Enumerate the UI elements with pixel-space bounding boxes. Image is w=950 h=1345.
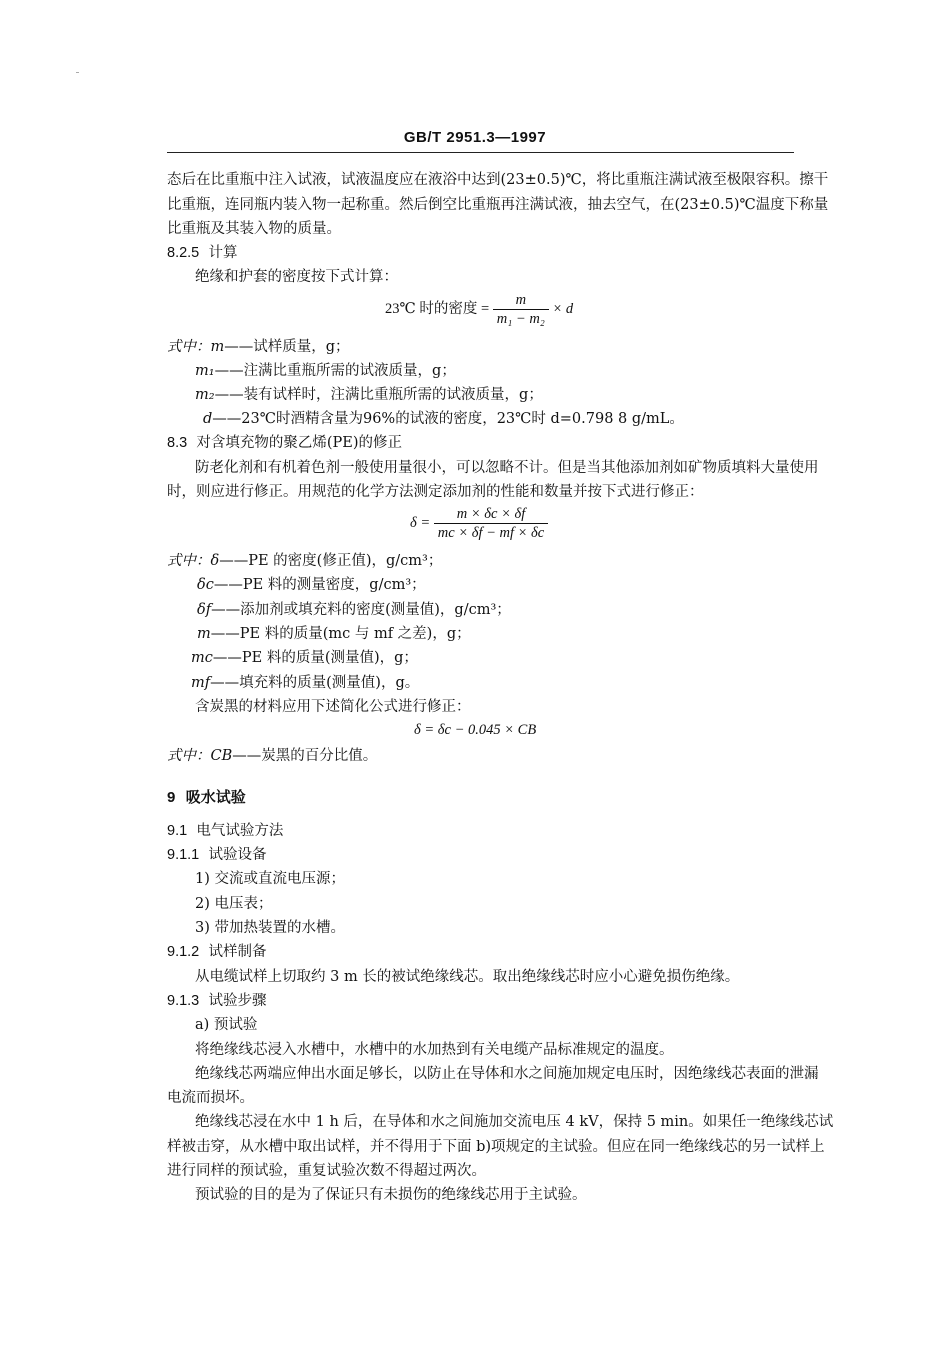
section-number: 9 <box>167 789 176 806</box>
fraction-denominator: m₁ − m₂ <box>496 311 545 327</box>
def-symbol: 式中：CB <box>167 748 233 764</box>
formula-intro: 绝缘和护套的密度按下式计算： <box>195 269 398 285</box>
intro-line-1: 态后在比重瓶中注入试液，试液温度应在液浴中达到(23±0.5)℃，将比重瓶注满试液至极限容积。擦干 <box>167 172 829 188</box>
def-symbol: δc <box>197 577 214 593</box>
def-text: ——PE 料的测量密度，g/cm³； <box>213 577 426 593</box>
equation-lhs: 23℃ 时的密度 = <box>385 300 490 317</box>
section-number: 9.1 <box>167 823 188 839</box>
equation-lhs: δ = <box>410 514 431 531</box>
def-text: ——注满比重瓶所需的试液质量，g； <box>214 363 456 379</box>
def-row <box>197 624 471 644</box>
section-title: 试样制备 <box>208 944 267 960</box>
def-symbol: δf <box>197 602 212 618</box>
section-title: 吸水试验 <box>185 788 246 806</box>
pretest-para-2-line-1: 绝缘线芯两端应伸出水面足够长，以防止在导体和水之间施加规定电压时，因绝缘线芯表面的泄漏 <box>195 1066 819 1082</box>
def-symbol: d <box>203 411 213 427</box>
section-9-1-2 <box>167 942 266 962</box>
equation-tail: × d <box>552 300 574 317</box>
section-9 <box>167 787 246 808</box>
section-9-1-3 <box>167 991 266 1011</box>
section-title: 电气试验方法 <box>196 823 284 839</box>
def-symbol: mf <box>191 675 211 691</box>
pretest-para-1: 将绝缘线芯浸入水槽中，水槽中的水加热到有关电缆产品标准规定的温度。 <box>195 1042 674 1058</box>
fraction-numerator: m <box>515 292 527 308</box>
sample-prep-text: 从电缆试样上切取约 3 m 长的被试绝缘线芯。取出绝缘线芯时应小心避免损伤绝缘。 <box>195 969 740 985</box>
section-number: 8.2.5 <box>167 245 200 261</box>
pretest-para-4: 预试验的目的是为了保证只有未损伤的绝缘线芯用于主试验。 <box>195 1187 587 1203</box>
def-row <box>191 648 418 668</box>
pretest-heading: a) 预试验 <box>195 1017 258 1033</box>
def-row <box>191 673 419 693</box>
section-title: 计算 <box>208 245 238 261</box>
section-title: 对含填充物的聚乙烯(PE)的修正 <box>196 435 403 451</box>
def-symbol: m₁ <box>195 363 215 379</box>
def-row <box>197 600 511 620</box>
equipment-item: 1) 交流或直流电压源； <box>195 871 345 887</box>
section-number: 9.1.3 <box>167 993 200 1009</box>
def-row <box>197 575 426 595</box>
equation-text: δ = δc − 0.045 × CB <box>414 722 537 738</box>
def-symbol: mc <box>191 650 213 666</box>
density-equation <box>385 291 573 328</box>
def-text: ——炭黑的百分比值。 <box>232 748 378 764</box>
s83-line-2: 时，则应进行修正。用规范的化学方法测定添加剂的性能和数量并按下式进行修正： <box>167 484 704 500</box>
def-symbol: 式中：δ <box>167 553 220 569</box>
def-text: ——装有试样时，注满比重瓶所需的试液质量，g； <box>214 387 543 403</box>
header-rule <box>167 152 794 153</box>
equation-fraction <box>493 291 549 328</box>
def-row <box>195 361 456 381</box>
section-number: 9.1.2 <box>167 944 200 960</box>
intro-line-3: 比重瓶及其装入物的质量。 <box>167 221 341 237</box>
def-symbol: m <box>197 626 211 642</box>
page-header: GB/T 2951.3—1997 <box>403 129 547 146</box>
def-text: ——PE 的密度(修正值)，g/cm³； <box>219 553 443 569</box>
section-title: 试验设备 <box>208 847 267 863</box>
equation-fraction <box>434 505 548 542</box>
pretest-para-3-line-1: 绝缘线芯浸在水中 1 h 后，在导体和水之间施加交流电压 4 kV，保持 5 min。如果任一绝缘线芯试 <box>195 1114 834 1130</box>
carbon-equation <box>414 722 536 739</box>
intro-line-2: 比重瓶，连同瓶内装入物一起称重。然后倒空比重瓶再注满试液，抽去空气，在(23±0.5)℃温度下称量 <box>167 197 829 213</box>
def-text: ——填充料的质量(测量值)，g。 <box>210 675 420 691</box>
section-number: 9.1.1 <box>167 847 200 863</box>
equipment-item: 2) 电压表； <box>195 896 273 912</box>
pretest-para-3-line-2: 样被击穿，从水槽中取出试样，并不得用于下面 b)项规定的主试验。但应在同一绝缘线芯的另一试样上 <box>167 1139 825 1155</box>
def-text: ——试样质量，g； <box>224 339 350 355</box>
def-row <box>167 746 377 766</box>
scan-speck <box>76 72 79 73</box>
fraction-numerator: m × δc × δf <box>456 506 526 522</box>
fraction-denominator: mc × δf − mf × δc <box>437 525 545 541</box>
def-text: ——添加剂或填充料的密度(测量值)，g/cm³； <box>211 602 511 618</box>
pretest-para-2-line-2: 电流而损坏。 <box>167 1090 254 1106</box>
def-symbol: 式中：m <box>167 339 225 355</box>
def-text: ——PE 料的质量(测量值)，g； <box>212 650 418 666</box>
def-text: ——23℃时酒精含量为96%的试液的密度，23℃时 d=0.798 8 g/mL。 <box>212 411 684 427</box>
section-8-3 <box>167 433 402 453</box>
equipment-item: 3) 带加热装置的水槽。 <box>195 920 345 936</box>
def-row <box>203 409 684 429</box>
section-9-1-1 <box>167 845 266 865</box>
def-row <box>167 337 350 357</box>
section-8-2-5 <box>167 243 237 263</box>
def-symbol: m₂ <box>195 387 215 403</box>
def-row <box>167 551 442 571</box>
section-title: 试验步骤 <box>208 993 267 1009</box>
s83-line-1: 防老化剂和有机着色剂一般使用量很小，可以忽略不计。但是当其他添加剂如矿物质填料大量使用 <box>195 460 819 476</box>
pretest-para-3-line-3: 进行同样的预试验，重复试验次数不得超过两次。 <box>167 1163 486 1179</box>
def-row <box>195 385 543 405</box>
correction-equation <box>410 505 548 542</box>
section-number: 8.3 <box>167 435 188 451</box>
section-9-1 <box>167 821 283 841</box>
def-text: ——PE 料的质量(mc 与 mf 之差)，g； <box>210 626 471 642</box>
carbon-intro: 含炭黑的材料应用下述简化公式进行修正： <box>195 699 471 715</box>
